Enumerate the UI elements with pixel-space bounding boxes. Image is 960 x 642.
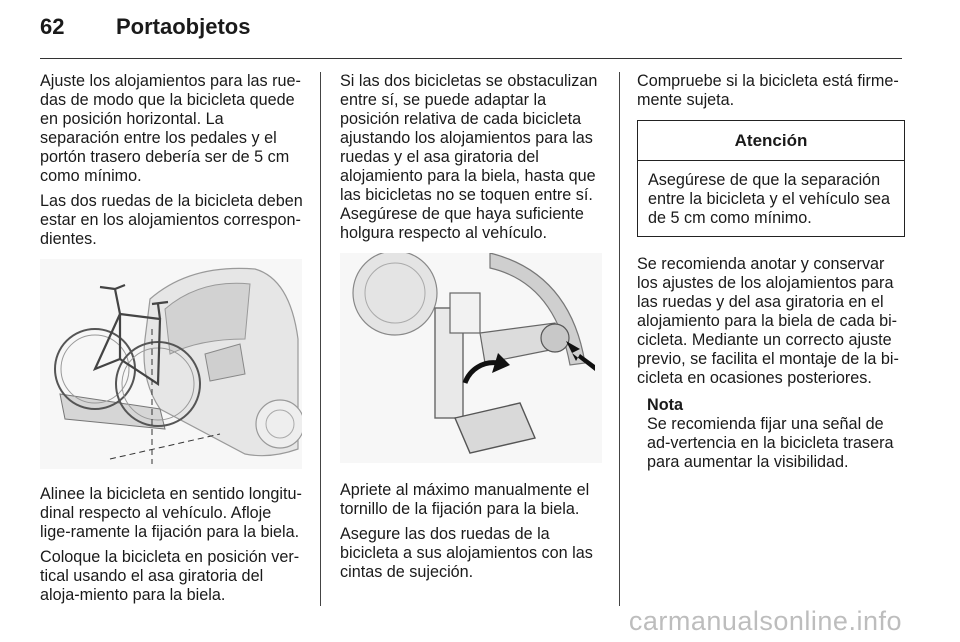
column-divider: [619, 72, 620, 606]
column-divider: [320, 72, 321, 606]
paragraph: Compruebe si la bicicleta está firme-mente sujeta.: [637, 72, 899, 109]
column-3: [637, 72, 905, 472]
column-1: [40, 72, 306, 611]
paragraph: Apriete al máximo manualmente el tornillo de la fijación para la biela.: [340, 481, 590, 518]
column-2: [340, 72, 606, 588]
watermark: carmanualsonline.info: [628, 606, 902, 636]
header-rule: [40, 58, 902, 59]
warning-title: Atención: [638, 121, 904, 161]
note-block: [637, 396, 905, 472]
page-number: 62: [40, 14, 65, 39]
paragraph: Asegure las dos ruedas de la bicicleta a sus alojamientos con las cintas de sujeción.: [340, 525, 593, 581]
page-title: Portaobjetos: [116, 14, 251, 39]
paragraph: Si las dos bicicletas se obstaculizan entre sí, se puede adaptar la posición relativa de cada bicicleta ajustando los alojamientos para las ruedas y el asa giratoria del alojamiento para la biela, hasta que las bicicletas no se toquen entre sí. Asegúrese de que haya suficiente holgura respecto al vehículo.: [340, 72, 598, 242]
page-header: [40, 14, 250, 40]
paragraph: Las dos ruedas de la bicicleta deben estar en los alojamientos correspon-dientes.: [40, 192, 303, 248]
warning-box: [637, 120, 905, 237]
note-text: Se recomienda fijar una señal de ad-vertencia en la bicicleta trasera para aumentar la visibilidad.: [647, 415, 894, 471]
paragraph: Alinee la bicicleta en sentido longitu-dinal respecto al vehículo. Afloje lige-ramente la fijación para la biela.: [40, 485, 302, 541]
bike-on-carrier-illustration: [40, 259, 302, 469]
paragraph: Coloque la bicicleta en posición ver-tical usando el asa giratoria del aloja-miento para la biela.: [40, 548, 300, 604]
crank-clamp-illustration: [340, 253, 602, 463]
note-title: Nota: [647, 396, 683, 414]
paragraph: Se recomienda anotar y conservar los ajustes de los alojamientos para las ruedas y del asa giratoria en el alojamiento para la biela de cada bi-cicleta. Mediante un correcto ajuste previo, se facilita el montaje de la bi-cicleta en ocasiones posteriores.: [637, 255, 899, 387]
warning-text: Asegúrese de que la separación entre la bicicleta y el vehículo sea de 5 cm como mínimo.: [648, 171, 891, 227]
paragraph: Ajuste los alojamientos para las rue-das de modo que la bicicleta quede en posición horizontal. La separación entre los pedales y el portón trasero debería ser de 5 cm como mínimo.: [40, 72, 301, 185]
